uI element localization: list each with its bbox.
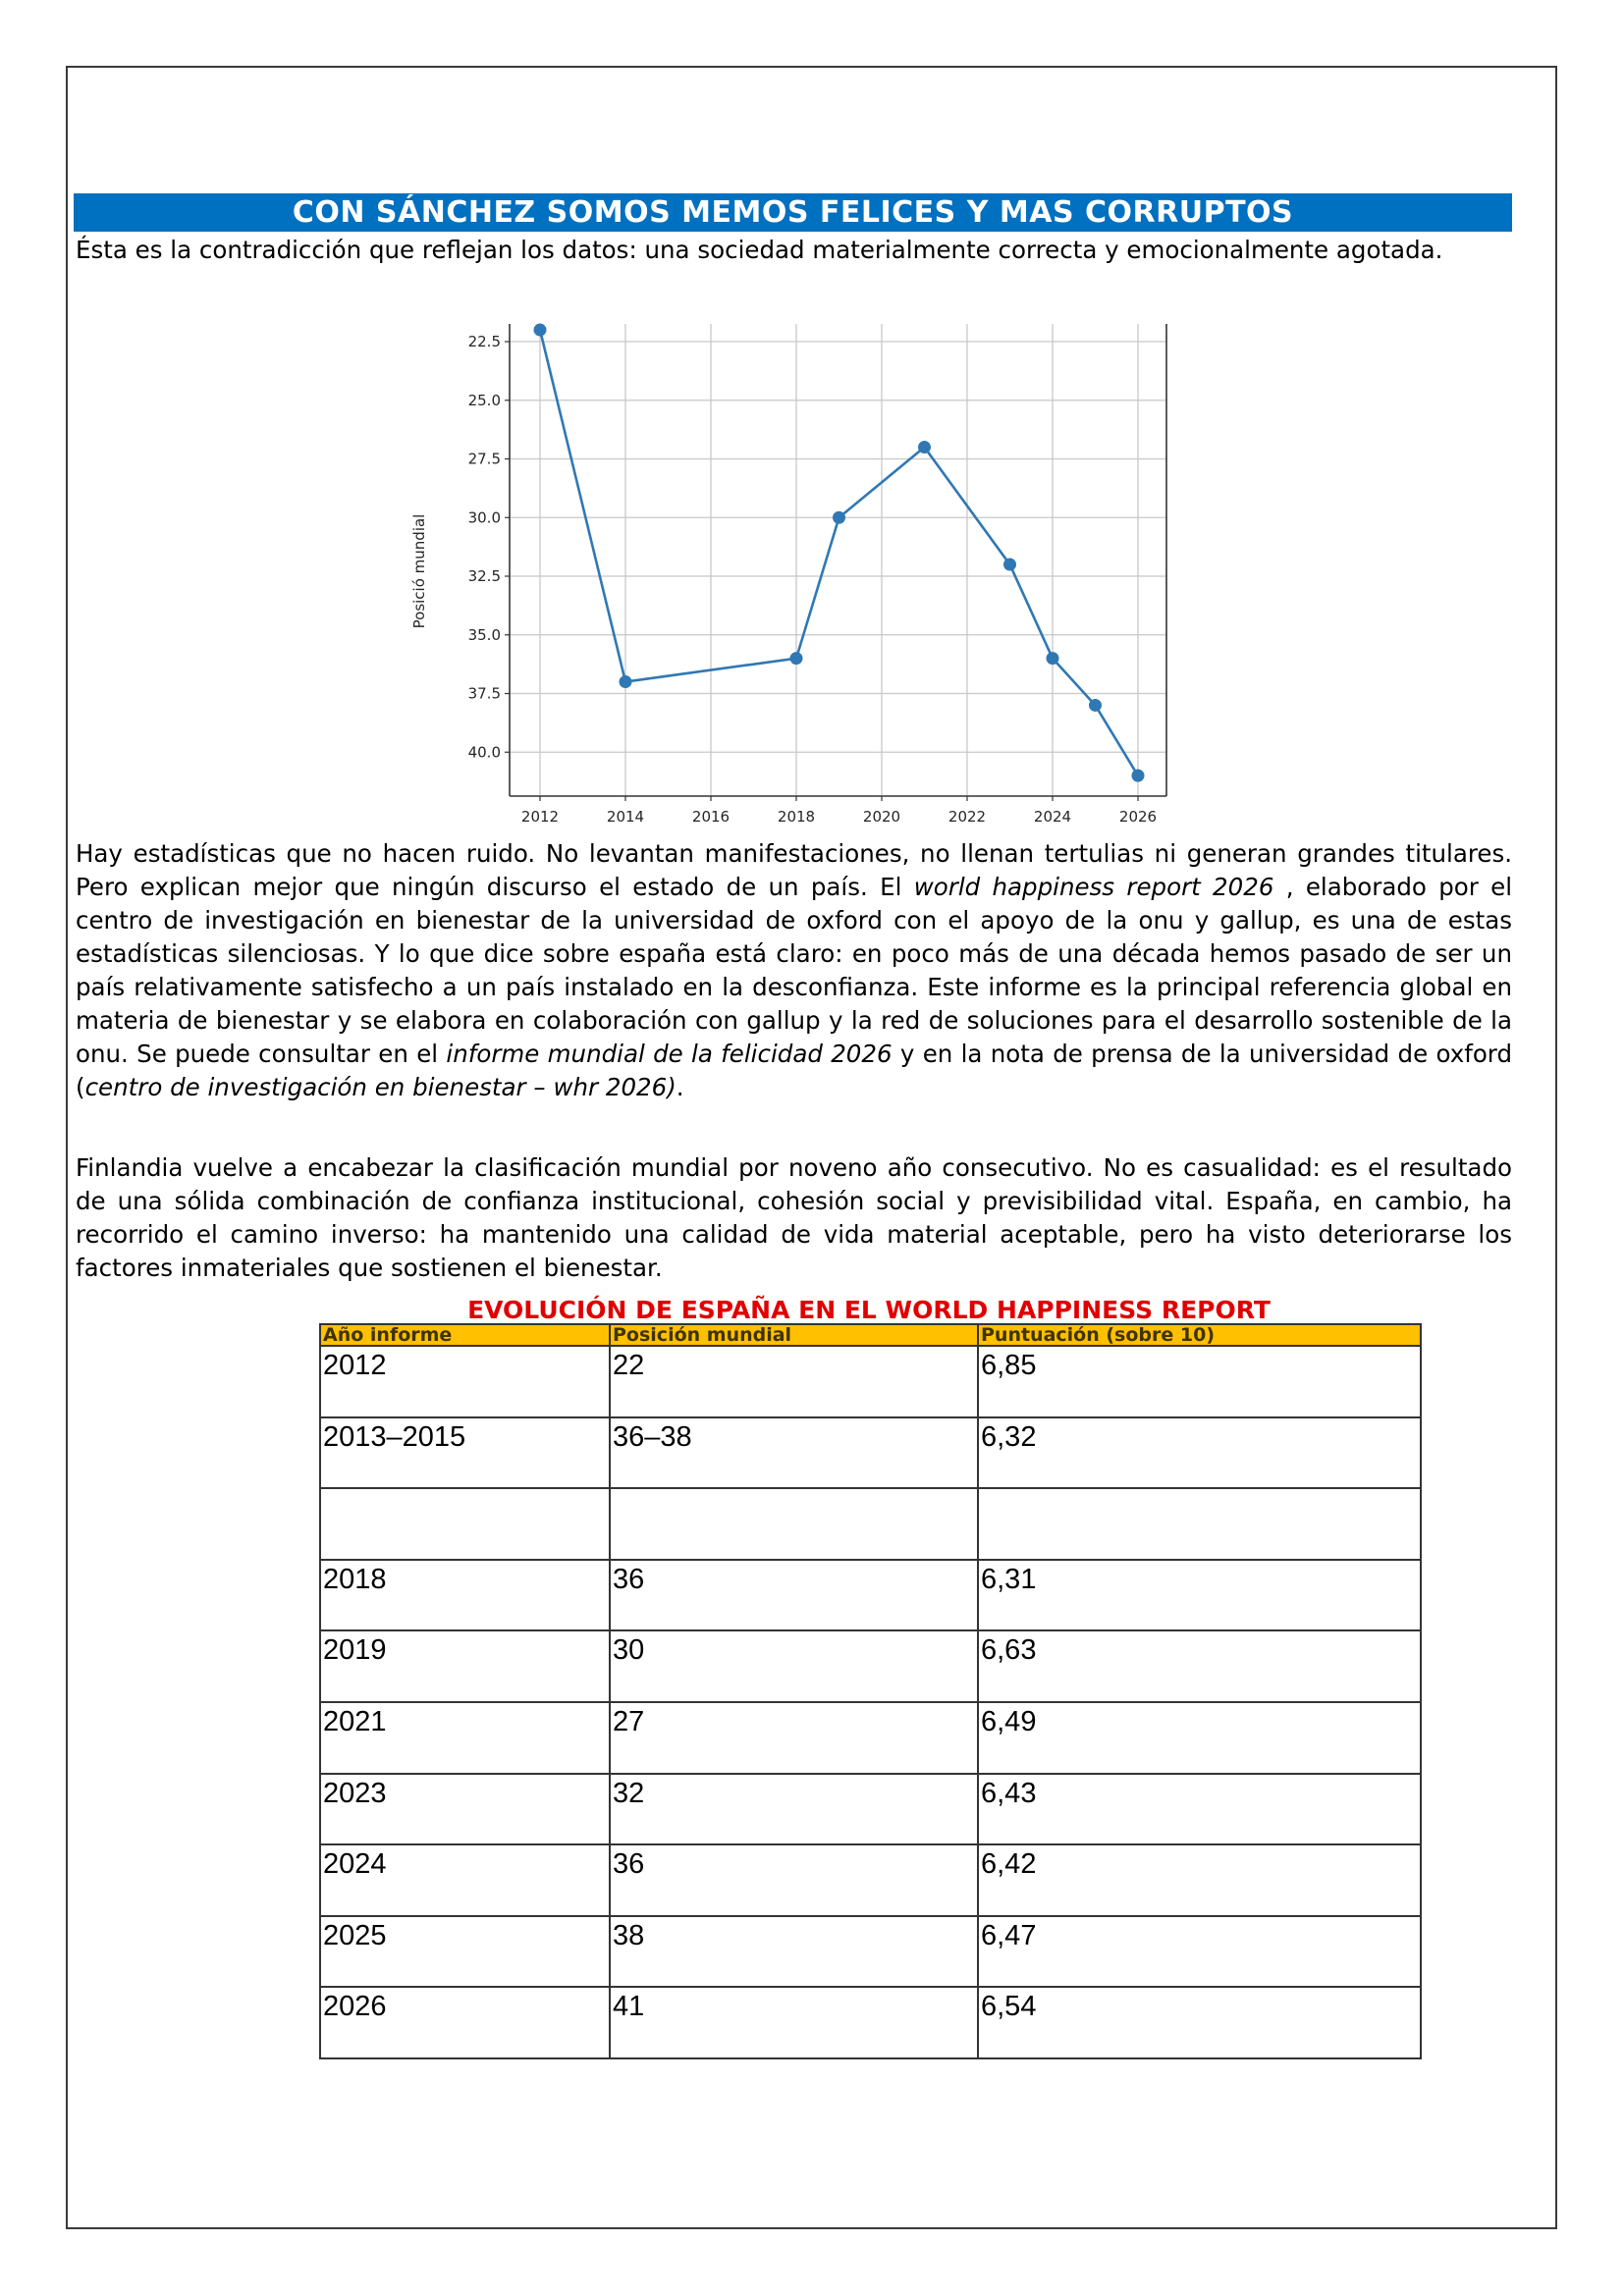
cell-position: 32 bbox=[610, 1774, 978, 1845]
x-tick-label: 2014 bbox=[606, 808, 645, 826]
data-point-2012 bbox=[534, 324, 547, 337]
cell-position: 41 bbox=[610, 1987, 978, 2058]
p1-text-3: y en la nota de prensa de la universidad de oxford ( bbox=[76, 1040, 1512, 1101]
table-row bbox=[320, 1488, 1421, 1560]
data-point-2014 bbox=[620, 675, 632, 688]
header-position: Posición mundial bbox=[610, 1324, 978, 1346]
x-tick-label: 2012 bbox=[520, 808, 560, 826]
x-tick-label: 2024 bbox=[1033, 808, 1072, 826]
cell-score: 6,32 bbox=[978, 1417, 1421, 1489]
cell-year: 2026 bbox=[320, 1987, 610, 2058]
cell-score bbox=[978, 1488, 1421, 1560]
y-tick-label: 25.0 bbox=[467, 391, 501, 409]
cell-year: 2025 bbox=[320, 1916, 610, 1988]
cell-year bbox=[320, 1488, 610, 1560]
cell-year: 2013–2015 bbox=[320, 1417, 610, 1489]
cell-year: 2021 bbox=[320, 1702, 610, 1774]
y-tick-label: 37.5 bbox=[467, 684, 501, 703]
cell-year: 2018 bbox=[320, 1560, 610, 1631]
table-row bbox=[320, 1346, 1421, 1417]
table-row bbox=[320, 1702, 1421, 1774]
body-paragraph-2: Finlandia vuelve a encabezar la clasificación mundial por noveno año consecutivo. No es casualidad: es el resultado de una sólida combinación de confianza institucional, cohesión social y previsibilidad vital. España, en cambio, ha recorrido el camino inverso: ha mantenido una calidad de vida material aceptable, pero ha visto deteriorarse los factores inmateriales que sostienen el bienestar. bbox=[76, 1153, 1512, 1282]
cell-score: 6,85 bbox=[978, 1346, 1421, 1417]
data-point-2025 bbox=[1089, 699, 1102, 712]
cell-position: 30 bbox=[610, 1630, 978, 1702]
cell-score: 6,54 bbox=[978, 1987, 1421, 2058]
ranking-chart-svg bbox=[393, 324, 1227, 844]
table-row bbox=[320, 1987, 1421, 2058]
data-point-2018 bbox=[790, 652, 803, 665]
cell-position bbox=[610, 1488, 978, 1560]
cell-year: 2012 bbox=[320, 1346, 610, 1417]
body-paragraph-1 bbox=[76, 837, 1512, 1104]
y-tick-label: 30.0 bbox=[467, 508, 501, 527]
cell-score: 6,49 bbox=[978, 1702, 1421, 1774]
table-row bbox=[320, 1774, 1421, 1845]
table-row bbox=[320, 1630, 1421, 1702]
cell-year: 2019 bbox=[320, 1630, 610, 1702]
intro-paragraph: Ésta es la contradicción que reflejan los datos: una sociedad materialmente correcta y emocionalmente agotada. bbox=[76, 236, 1443, 264]
y-tick-label: 35.0 bbox=[467, 625, 501, 644]
y-tick-label: 32.5 bbox=[467, 567, 501, 585]
x-tick-label: 2016 bbox=[691, 808, 731, 826]
x-tick-label: 2026 bbox=[1118, 808, 1158, 826]
table-row bbox=[320, 1844, 1421, 1916]
y-tick-label: 27.5 bbox=[467, 450, 501, 468]
table-row bbox=[320, 1916, 1421, 1988]
table-header-row bbox=[320, 1324, 1421, 1346]
p1-text-4: . bbox=[676, 1073, 684, 1101]
data-point-2021 bbox=[918, 441, 931, 454]
table-row bbox=[320, 1417, 1421, 1489]
cell-score: 6,43 bbox=[978, 1774, 1421, 1845]
p1-italic-informe: informe mundial de la felicidad 2026 bbox=[446, 1040, 893, 1068]
cell-score: 6,31 bbox=[978, 1560, 1421, 1631]
header-score: Puntuación (sobre 10) bbox=[978, 1324, 1421, 1346]
y-tick-label: 40.0 bbox=[467, 743, 501, 762]
p1-italic-whr: world happiness report 2026 bbox=[913, 873, 1274, 901]
cell-score: 6,47 bbox=[978, 1916, 1421, 1988]
headline-banner: CON SÁNCHEZ SOMOS MEMOS FELICES Y MAS CORRUPTOS bbox=[74, 193, 1512, 232]
y-axis-title: Posició mundial bbox=[410, 513, 428, 629]
cell-score: 6,63 bbox=[978, 1630, 1421, 1702]
series-line bbox=[540, 330, 1138, 775]
happiness-table bbox=[319, 1323, 1422, 2059]
cell-year: 2023 bbox=[320, 1774, 610, 1845]
cell-position: 38 bbox=[610, 1916, 978, 1988]
table-title: EVOLUCIÓN DE ESPAÑA EN EL WORLD HAPPINESS REPORT bbox=[467, 1296, 1271, 1324]
x-tick-label: 2018 bbox=[777, 808, 816, 826]
cell-position: 27 bbox=[610, 1702, 978, 1774]
cell-year: 2024 bbox=[320, 1844, 610, 1916]
data-point-2024 bbox=[1047, 652, 1059, 665]
cell-position: 36 bbox=[610, 1844, 978, 1916]
x-tick-label: 2022 bbox=[947, 808, 987, 826]
x-tick-label: 2020 bbox=[862, 808, 901, 826]
data-point-2026 bbox=[1132, 770, 1145, 782]
cell-score: 6,42 bbox=[978, 1844, 1421, 1916]
data-point-2023 bbox=[1003, 559, 1016, 571]
p1-text-2: , elaborado por el centro de investigación en bienestar de la universidad de oxford con el apoyo de la onu y gallup, es una de estas estadísticas silenciosas. Y lo que dice sobre españa está claro: en poco más de una década hemos pasado de ser un país relativamente satisfecho a un país instalado en la desconfianza. Este informe es la principal referencia global en materia de bienestar y se elabora en colaboración con gallup y la red de soluciones para el desarrollo sostenible de la onu. Se puede consultar en el bbox=[76, 873, 1513, 1068]
p1-text-1: Hay estadísticas que no hacen ruido. No levantan manifestaciones, no llenan tertulias ni generan grandes titulares. Pero explican mejor que ningún discurso el estado de un país. El bbox=[76, 839, 1512, 901]
p1-italic-centro: centro de investigación en bienestar – whr 2026) bbox=[84, 1073, 677, 1101]
table-row bbox=[320, 1560, 1421, 1631]
cell-position: 36 bbox=[610, 1560, 978, 1631]
ranking-chart bbox=[393, 324, 1227, 844]
cell-position: 22 bbox=[610, 1346, 978, 1417]
y-tick-label: 22.5 bbox=[467, 333, 501, 350]
data-point-2019 bbox=[833, 511, 845, 524]
cell-position: 36–38 bbox=[610, 1417, 978, 1489]
header-year: Año informe bbox=[320, 1324, 610, 1346]
